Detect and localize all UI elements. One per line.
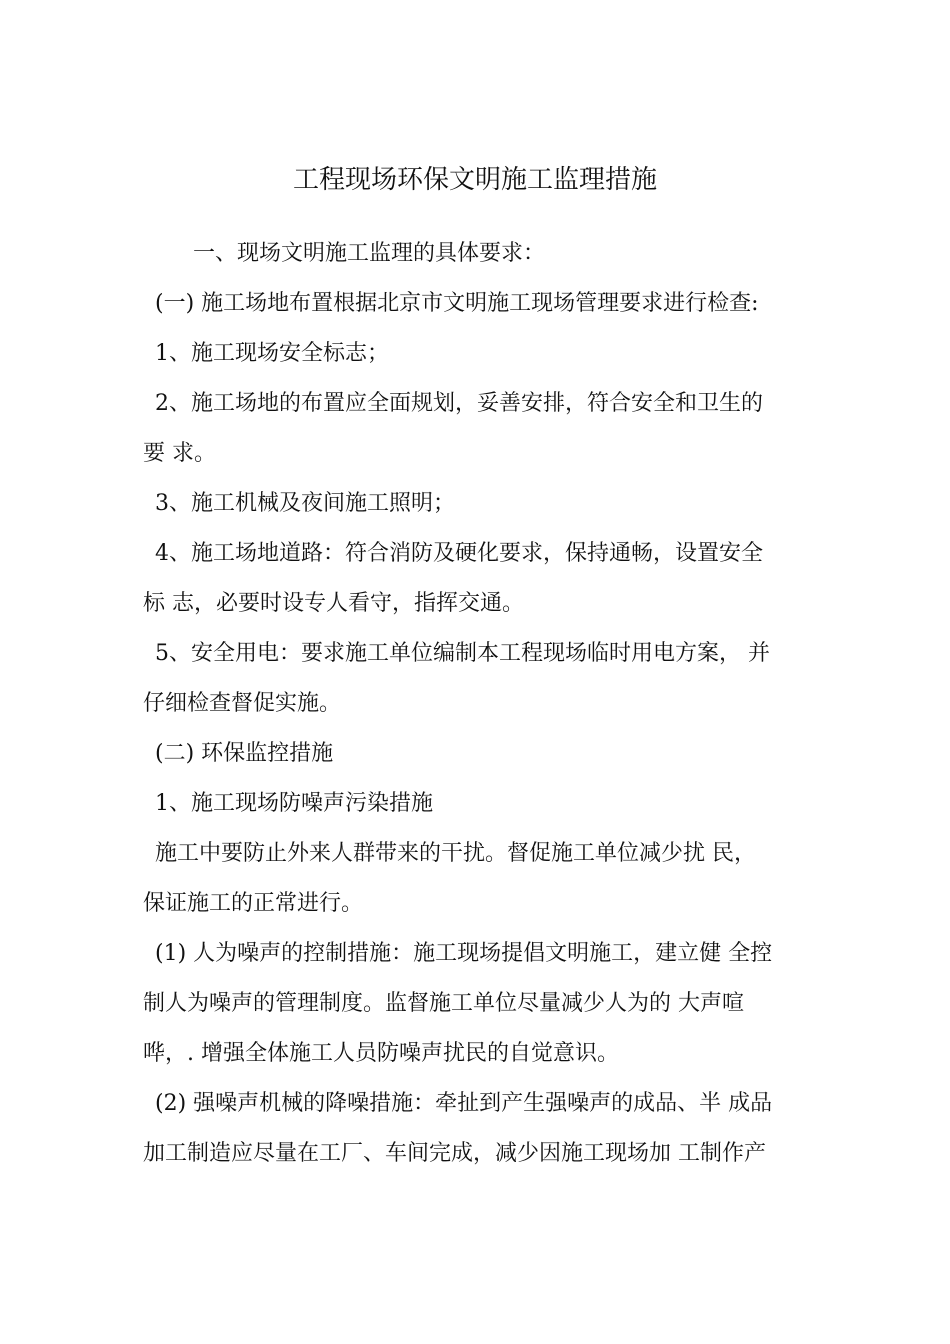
measure-1-line-3: 哗，. 增强全体施工人员防噪声扰民的自觉意识。 — [143, 1041, 619, 1066]
list-item-4-line-1: 4、施工场地道路：符合消防及硬化要求，保持通畅，设置安全 — [155, 541, 763, 566]
list-item-noise: 1、施工现场防噪声污染措施 — [155, 791, 433, 816]
list-item-2-line-1: 2、施工场地的布置应全面规划，妥善安排，符合安全和卫生的 — [155, 391, 763, 416]
document-title: 工程现场环保文明施工监理措施 — [292, 165, 657, 195]
paragraph-1-line-2: 保证施工的正常进行。 — [143, 891, 364, 916]
section-heading-1: 一、现场文明施工监理的具体要求： — [193, 241, 546, 266]
measure-1-line-2: 制人为噪声的管理制度。监督施工单位尽量减少人为的 大声喧 — [143, 991, 744, 1016]
paragraph-1-line-1: 施工中要防止外来人群带来的干扰。督促施工单位减少扰 民， — [155, 841, 756, 866]
measure-1-line-1: (1) 人为噪声的控制措施：施工现场提倡文明施工，建立健 全控 — [155, 941, 773, 966]
list-item-2-line-2: 要 求。 — [143, 441, 216, 466]
subsection-heading-1: (一) 施工场地布置根据北京市文明施工现场管理要求进行检查: — [155, 291, 759, 316]
list-item-5-line-1: 5、安全用电：要求施工单位编制本工程现场临时用电方案， 并 — [155, 641, 770, 666]
measure-2-line-1: (2) 强噪声机械的降噪措施：牵扯到产生强噪声的成品、半 成品 — [155, 1091, 773, 1116]
list-item-4-line-2: 标 志，必要时设专人看守，指挥交通。 — [143, 591, 524, 616]
list-item-1: 1、施工现场安全标志； — [155, 341, 389, 366]
measure-2-line-2: 加工制造应尽量在工厂、车间完成，减少因施工现场加 工制作产 — [143, 1141, 766, 1166]
list-item-3: 3、施工机械及夜间施工照明； — [155, 491, 455, 516]
list-item-5-line-2: 仔细检查督促实施。 — [143, 691, 342, 716]
subsection-heading-2: (二) 环保监控措施 — [155, 741, 334, 766]
